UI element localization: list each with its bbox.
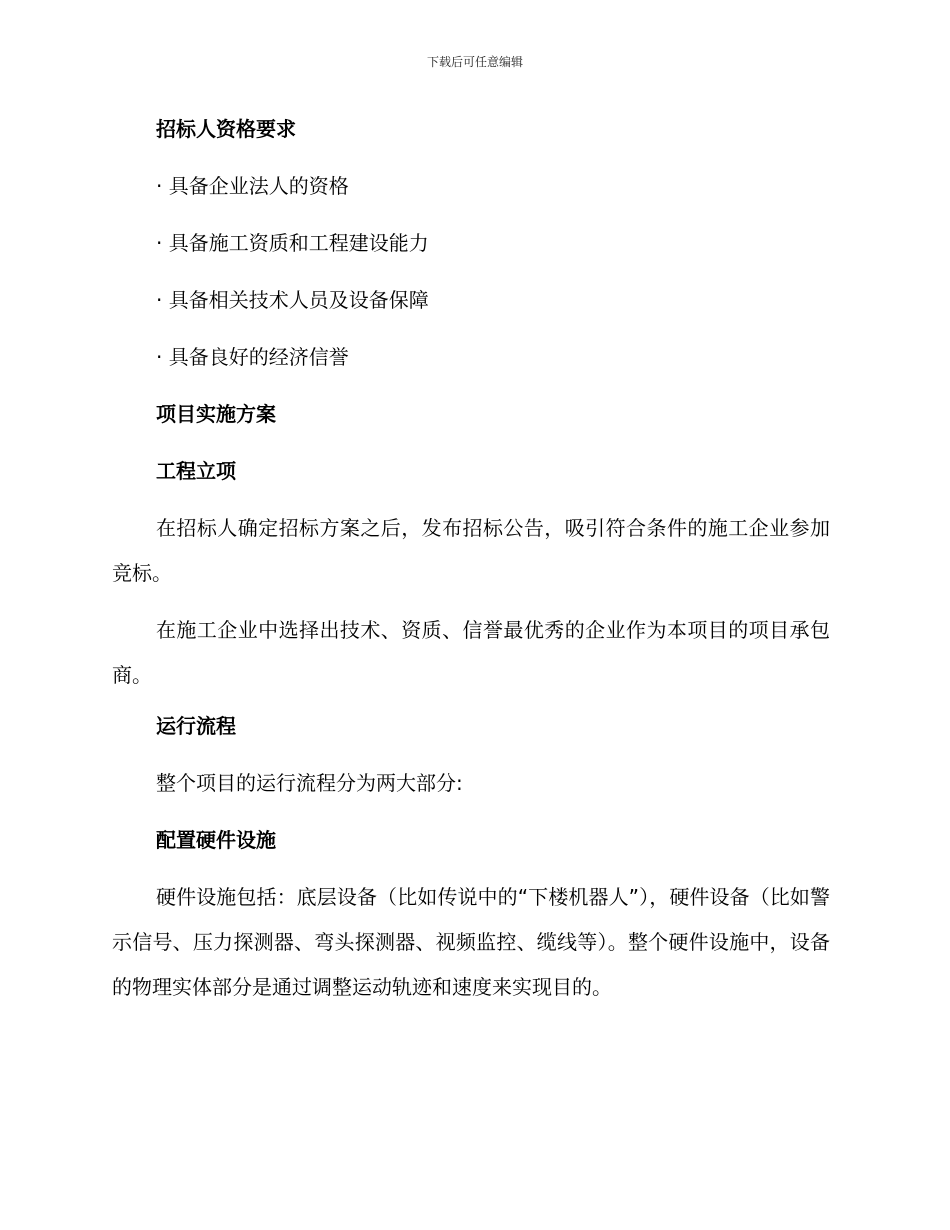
bullet-item: · 具备相关技术人员及设备保障 (156, 288, 429, 312)
body-paragraph: 整个项目的运行流程分为两大部分: (156, 771, 463, 795)
section-heading-process: 运行流程 (156, 714, 236, 738)
section-heading-implementation: 项目实施方案 (156, 402, 276, 426)
section-heading-qualification: 招标人资格要求 (156, 117, 296, 141)
bullet-item: · 具备企业法人的资格 (156, 174, 349, 198)
body-paragraph: 在施工企业中选择出技术、资质、信誉最优秀的企业作为本项目的项目承包商。 (112, 618, 830, 687)
body-paragraph: 在招标人确定招标方案之后，发布招标公告，吸引符合条件的施工企业参加竞标。 (112, 516, 830, 585)
page-header-note: 下载后可任意编辑 (426, 55, 523, 69)
document-body (112, 113, 830, 1022)
bullet-item: · 具备良好的经济信誉 (156, 345, 349, 369)
section-heading-project-setup: 工程立项 (156, 459, 236, 483)
section-heading-hardware: 配置硬件设施 (156, 828, 276, 852)
body-paragraph: 硬件设施包括：底层设备（比如传说中的“下楼机器人”），硬件设备（比如警示信号、压力探测器、弯头探测器、视频监控、缆线等）。整个硬件设施中，设备的物理实体部分是通过调整运动轨迹和速度来实现目的。 (112, 885, 830, 999)
bullet-item: · 具备施工资质和工程建设能力 (156, 231, 429, 255)
